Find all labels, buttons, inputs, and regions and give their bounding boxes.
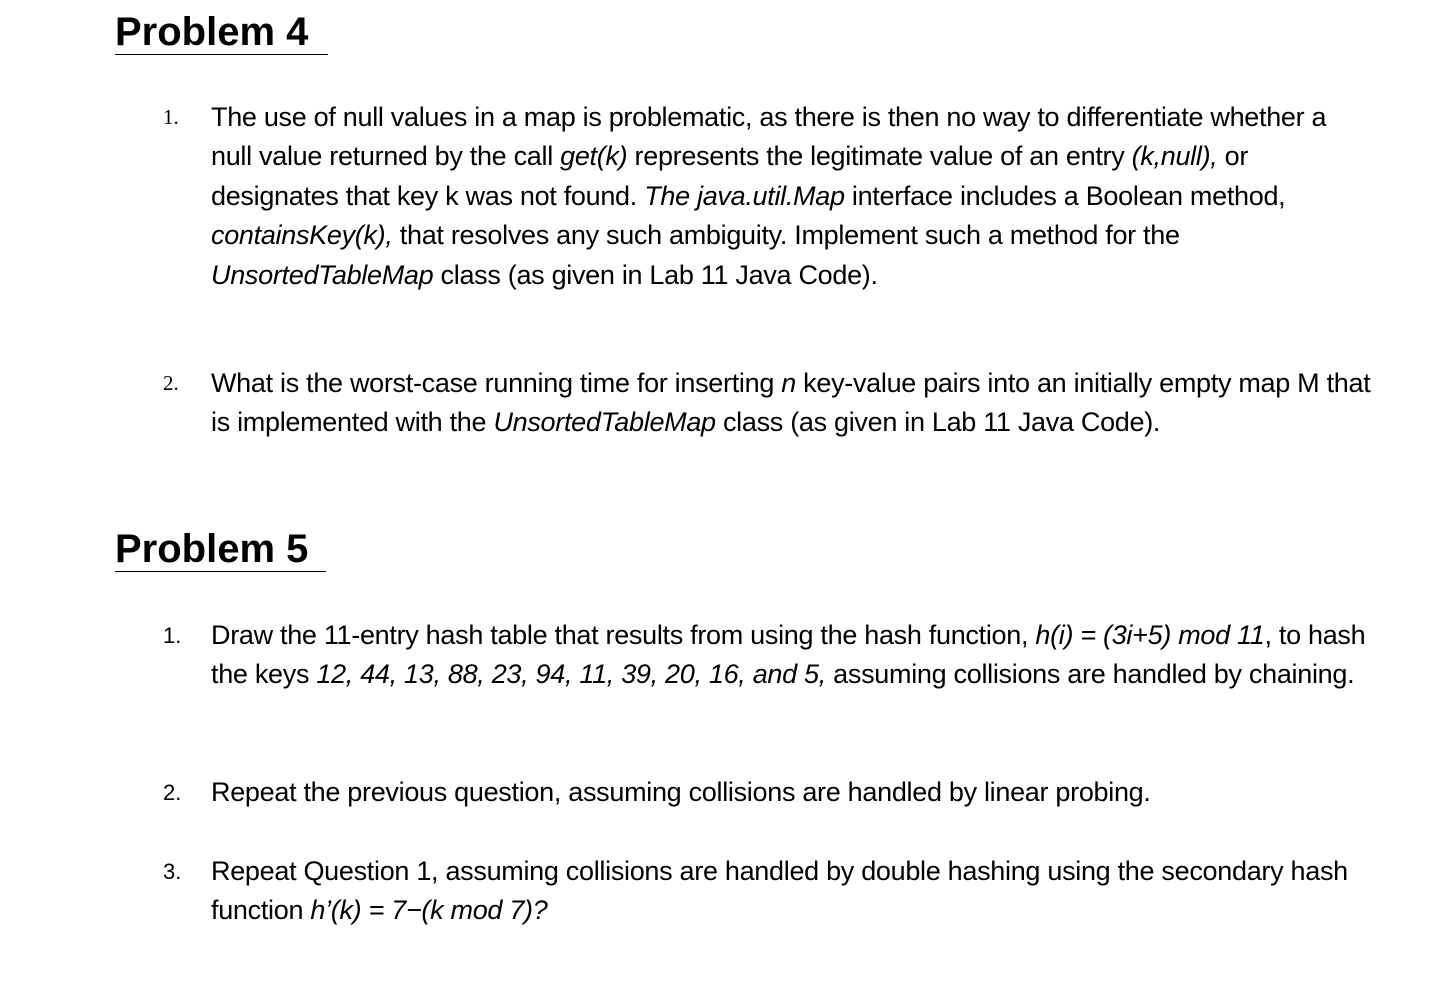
item-text xyxy=(211,773,1371,812)
italic-text: get(k) xyxy=(560,141,628,172)
italic-text: (k,null), xyxy=(1131,141,1218,172)
text-run: represents the legitimate value of an entry xyxy=(627,141,1132,172)
problem-5-heading: Problem 5 xyxy=(115,527,326,572)
item-number: 1. xyxy=(163,105,179,129)
italic-text: UnsortedTableMap xyxy=(211,259,434,290)
italic-text: The java.util.Map xyxy=(644,180,845,211)
text-run: that resolves any such ambiguity. Implement such a method for the xyxy=(392,220,1180,251)
italic-text: containsKey(k), xyxy=(211,220,393,251)
text-run: key-value pairs into an initially empty map M that is implemented with the xyxy=(211,368,1371,438)
item-text xyxy=(211,616,1371,695)
italic-text: h(i) = (3i+5) mod 11 xyxy=(1035,620,1265,650)
text-run: Repeat the previous question, assuming collisions are handled by linear probing. xyxy=(211,777,1151,807)
text-run: class (as given in Lab 11 Java Code). xyxy=(715,407,1161,438)
text-run: class (as given in Lab 11 Java Code). xyxy=(433,259,878,290)
item-text xyxy=(211,852,1371,931)
text-run: interface includes a Boolean method, xyxy=(844,180,1286,211)
text-run: , to hash the keys xyxy=(211,620,1366,690)
text-run: assuming collisions are handled by chaining. xyxy=(825,659,1355,690)
text-run: Draw the 11-entry hash table that results from using the hash function, xyxy=(211,620,1036,650)
item-number: 1. xyxy=(163,623,182,648)
problem-4-heading: Problem 4 xyxy=(115,10,328,55)
text-run: What is the worst-case running time for inserting xyxy=(211,368,782,398)
item-number: 2. xyxy=(163,780,182,805)
italic-text: h’(k) = 7−(k mod 7)? xyxy=(310,895,548,926)
item-text xyxy=(211,98,1371,295)
italic-text: 12, 44, 13, 88, 23, 94, 11, 39, 20, 16, and 5, xyxy=(316,659,826,690)
text-run: or designates that key k was not found. xyxy=(211,141,1249,211)
italic-text: n xyxy=(781,368,796,398)
item-text xyxy=(211,364,1371,443)
item-number: 2. xyxy=(163,371,179,395)
text-run: Repeat Question 1, assuming collisions are handled by double hashing using the secondary hash function xyxy=(211,856,1348,926)
item-number: 3. xyxy=(163,859,182,884)
text-run: The use of null values in a map is problematic, as there is then no way to differentiate whether a null value returned by the call xyxy=(211,102,1327,172)
italic-text: UnsortedTableMap xyxy=(493,407,716,438)
